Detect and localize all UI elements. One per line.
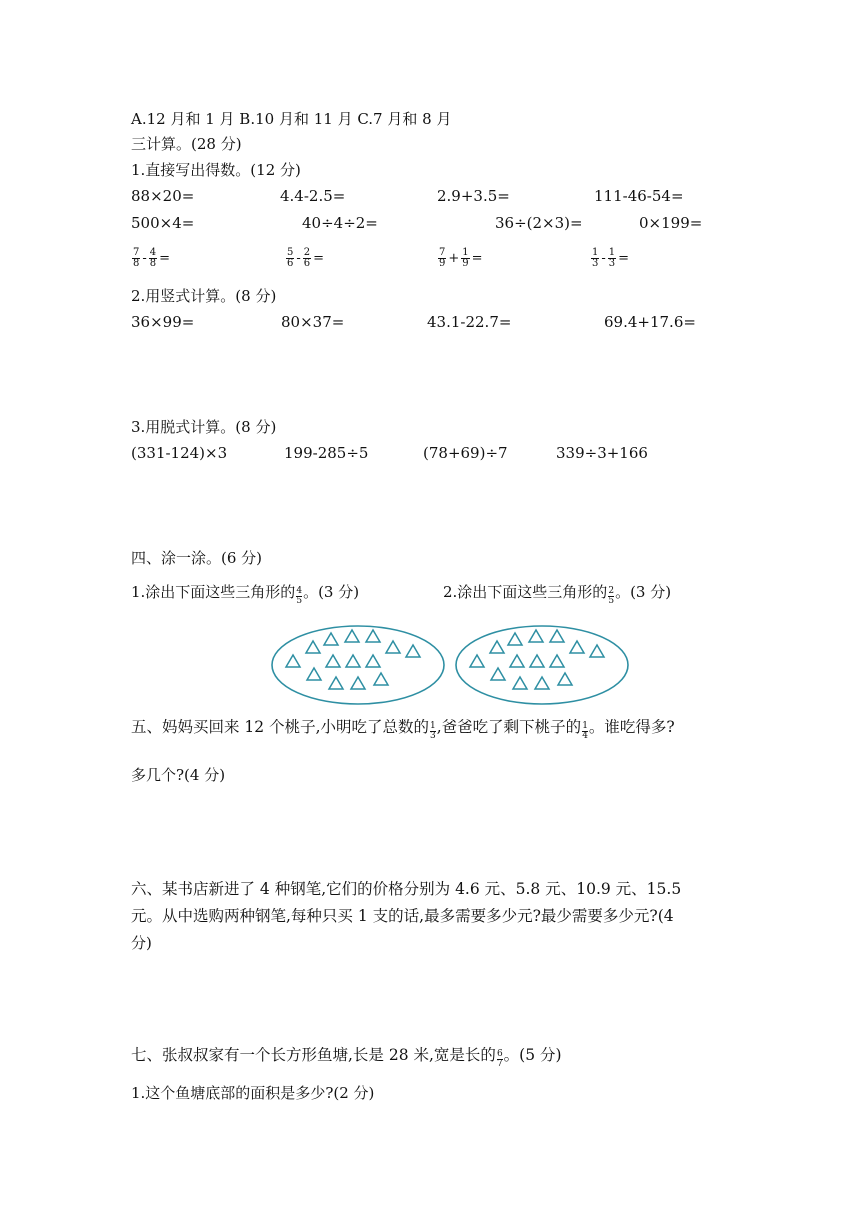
right-triangle-7	[530, 655, 544, 667]
calc-row2-item2: 40÷4÷2=	[302, 214, 378, 232]
section5-line2: 多几个?(4 分)	[131, 766, 226, 784]
right-triangle-1	[508, 633, 522, 645]
stepwise-calc-item1: (331-124)×3	[131, 444, 228, 462]
left-triangle-1	[324, 633, 338, 645]
section3-part3-title: 3.用脱式计算。(8 分)	[131, 418, 277, 436]
left-triangle-4	[286, 655, 300, 667]
section7-q1: 1.这个鱼塘底部的面积是多少?(2 分)	[131, 1084, 375, 1102]
right-triangle-13	[535, 677, 549, 689]
section6-line1: 六、某书店新进了 4 种钢笔,它们的价格分别为 4.6 元、5.8 元、10.9 元、15.5	[131, 880, 682, 898]
left-triangle-6	[326, 655, 340, 667]
section4-title: 四、涂一涂。(6 分)	[131, 549, 263, 567]
section4-q2: 2.涂出下面这些三角形的 $\frac{2}{5}$ 。(3 分)	[443, 583, 672, 606]
right-triangle-10	[590, 645, 604, 657]
stepwise-calc-item3: (78+69)÷7	[423, 444, 508, 462]
left-triangle-13	[351, 677, 365, 689]
left-triangle-10	[406, 645, 420, 657]
stepwise-calc-item2: 199-285÷5	[284, 444, 369, 462]
right-triangle-9	[570, 641, 584, 653]
section7-line1: 七、张叔叔家有一个长方形鱼塘,长是 28 米,宽是长的 $\frac{6}{7}$ 。(5 分)	[131, 1046, 562, 1069]
right-triangle-6	[510, 655, 524, 667]
left-triangle-11	[307, 668, 321, 680]
left-triangle-8	[366, 655, 380, 667]
vertical-calc-item3: 43.1-22.7=	[427, 313, 512, 331]
left-triangle-3	[366, 630, 380, 642]
section6-line2: 元。从中选购两种钢笔,每种只买 1 支的话,最多需要多少元?最少需要多少元?(4	[131, 907, 674, 925]
right-triangle-5	[490, 641, 504, 653]
left-triangle-14	[374, 673, 388, 685]
calc-row1-item3: 2.9+3.5=	[437, 187, 510, 205]
q2-options: A.12 月和 1 月 B.10 月和 11 月 C.7 月和 8 月	[131, 110, 452, 128]
right-triangle-4	[470, 655, 484, 667]
vertical-calc-item1: 36×99=	[131, 313, 195, 331]
stepwise-calc-item4: 339÷3+166	[556, 444, 648, 462]
calc-row1-item2: 4.4-2.5=	[280, 187, 346, 205]
calc-row1-item4: 111-46-54=	[594, 187, 684, 205]
section6-line3: 分)	[131, 934, 152, 952]
right-triangle-14	[558, 673, 572, 685]
left-triangle-9	[386, 641, 400, 653]
fraction-expr-1: 7 8 - $\frac{4}{8}$ =	[133, 247, 171, 269]
left-triangle-12	[329, 677, 343, 689]
calc-row2-item3: 36÷(2×3)=	[495, 214, 583, 232]
right-triangle-2	[529, 630, 543, 642]
right-triangle-12	[513, 677, 527, 689]
right-triangle-group	[470, 630, 604, 689]
vertical-calc-item2: 80×37=	[281, 313, 345, 331]
fraction-expr-4: 1 3 - $\frac{1}{3}$ =	[592, 247, 630, 269]
calc-row1-item1: 88×20=	[131, 187, 195, 205]
fraction-expr-3: 7 9 + $\frac{1}{9}$ =	[439, 247, 483, 269]
section3-part2-title: 2.用竖式计算。(8 分)	[131, 287, 277, 305]
left-triangle-group	[286, 630, 420, 689]
section3-part1-title: 1.直接写出得数。(12 分)	[131, 161, 301, 179]
left-triangle-7	[346, 655, 360, 667]
section3-title: 三计算。(28 分)	[131, 135, 242, 153]
section5-line1: 五、妈妈买回来 12 个桃子,小明吃了总数的 $\frac{1}{3}$ ,爸爸吃了剩下桃子的 $\frac{1}{4}$ 。谁吃得多?	[131, 718, 675, 741]
fraction-expr-2: 5 6 - $\frac{2}{6}$ =	[287, 247, 325, 269]
right-triangle-11	[491, 668, 505, 680]
vertical-calc-item4: 69.4+17.6=	[604, 313, 696, 331]
left-triangle-5	[306, 641, 320, 653]
right-triangle-8	[550, 655, 564, 667]
right-triangle-3	[550, 630, 564, 642]
calc-row2-item4: 0×199=	[639, 214, 703, 232]
left-triangle-2	[345, 630, 359, 642]
calc-row2-item1: 500×4=	[131, 214, 195, 232]
section4-q1: 1.涂出下面这些三角形的 $\frac{4}{5}$ 。(3 分)	[131, 583, 360, 606]
